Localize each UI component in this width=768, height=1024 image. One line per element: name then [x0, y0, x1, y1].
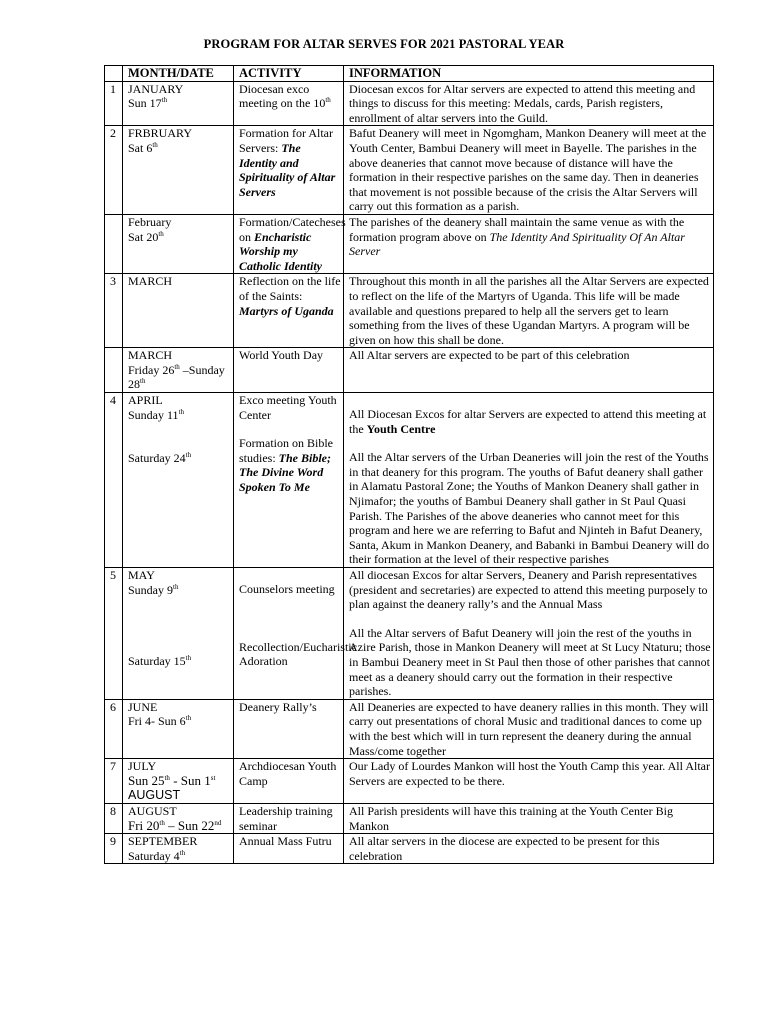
row-date: February Sat 20th: [123, 214, 234, 273]
row-number: 7: [105, 759, 123, 804]
row-activity: Annual Mass Futru: [234, 834, 344, 864]
header-no: [105, 66, 123, 82]
row-date: SEPTEMBER Saturday 4th: [123, 834, 234, 864]
row-number: 9: [105, 834, 123, 864]
table-row: [105, 568, 714, 700]
row-date: APRIL Sunday 11th Saturday 24th: [123, 393, 234, 568]
row-number: 8: [105, 803, 123, 833]
row-information: Bafut Deanery will meet in Ngomgham, Mankon Deanery will meet at the Youth Center, Bambui Deanery will meet in Bayelle. The parishes in the above deaneries that cannot move because of distance will have the formation in their respective parishes on the same day. Then in deaneries that movement is not possible because of the crisis the Altar Servers will carry out this formation as a parish.: [344, 126, 714, 215]
row-information: All Deaneries are expected to have deanery rallies in this month. They will carry out presentations of choral Music and traditional dances to come up with the best which will in turn represent the deanery during the annual Mass/come together: [344, 699, 714, 758]
table-row: [105, 274, 714, 348]
row-information: All Diocesan Excos for altar Servers are expected to attend this meeting at the Youth Centre All the Altar servers of the Urban Deaneries will join the rest of the Youths in that deanery for this program. The youths of Bafut deanery shall gather in Alamatu Pastoral Zone; the Youths of Mankon Deanery shall gather in Njimafor; the youths of Bambui Deanery shall gather in St Paul Quasi Parish. The Parishes of the above deaneries who cannot meet for this program and here we are referring to Bafut and Njinteh in Bafut Deanery, Santa, Akum in Mankon Deanery, and Babanki in Bambui Deanery will do their formation at the level of their respective parishes: [344, 393, 714, 568]
row-date: FRBRUARY Sat 6th: [123, 126, 234, 215]
row-number: 5: [105, 568, 123, 700]
row-activity: Exco meeting Youth Center Formation on Bible studies: The Bible; The Divine Word Spoken To Me: [234, 393, 344, 568]
header-date: MONTH/DATE: [123, 66, 234, 82]
row-date: JANUARY Sun 17th: [123, 81, 234, 126]
row-number: 2: [105, 126, 123, 215]
table-row: [105, 759, 714, 804]
row-activity: World Youth Day: [234, 348, 344, 393]
row-date: JUNE Fri 4- Sun 6th: [123, 699, 234, 758]
program-table: [104, 65, 714, 864]
header-activity: ACTIVITY: [234, 66, 344, 82]
row-number: [105, 348, 123, 393]
table-row: [105, 393, 714, 568]
row-activity: Reflection on the life of the Saints: Martyrs of Uganda: [234, 274, 344, 348]
row-information: All Parish presidents will have this training at the Youth Center Big Mankon: [344, 803, 714, 833]
row-information: Diocesan excos for Altar servers are expected to attend this meeting and things to discuss for this meeting: Medals, cards, Parish registers, enrollment of altar servers into the Guild.: [344, 81, 714, 126]
row-date: MARCH: [123, 274, 234, 348]
table-row: [105, 214, 714, 273]
row-number: [105, 214, 123, 273]
row-activity: Archdiocesan Youth Camp: [234, 759, 344, 804]
row-activity: Deanery Rally’s: [234, 699, 344, 758]
row-information: Throughout this month in all the parishes all the Altar Servers are expected to reflect on the life of the Martyrs of Uganda. This life will be made available and questions prepared to help all the servers get to learn something from the lives of these Ugandan Martyrs. A program will be given on how this shall be done.: [344, 274, 714, 348]
row-number: 4: [105, 393, 123, 568]
row-activity: Diocesan exco meeting on the 10th: [234, 81, 344, 126]
table-row: [105, 803, 714, 833]
header-information: INFORMATION: [344, 66, 714, 82]
row-activity: Formation for Altar Servers: The Identity and Spirituality of Altar Servers: [234, 126, 344, 215]
row-activity: Formation/Catecheses on Encharistic Worship my Catholic Identity: [234, 214, 344, 273]
row-information: All altar servers in the diocese are expected to be present for this celebration: [344, 834, 714, 864]
row-information: The parishes of the deanery shall maintain the same venue as with the formation program above on The Identity And Spirituality Of An Altar Server: [344, 214, 714, 273]
row-information: All Altar servers are expected to be part of this celebration: [344, 348, 714, 393]
row-date: MARCH Friday 26th –Sunday 28th: [123, 348, 234, 393]
table-row: [105, 81, 714, 126]
table-header-row: [105, 66, 714, 82]
row-number: 6: [105, 699, 123, 758]
table-row: [105, 699, 714, 758]
row-information: All diocesan Excos for altar Servers, Deanery and Parish representatives (president and secretaries) are expected to attend this meeting purposely to plan against the deanery rally’s and the Annual Mass All the Altar servers of Bafut Deanery will join the rest of the youths in Azire Parish, those in Mankon Deanery will meet at St Lucy Ntaturu; those in Bambui Deanery meet in St Paul then those of other parishes that cannot meet as a deanery should carry out the formation in their respective parishes.: [344, 568, 714, 700]
table-row: [105, 126, 714, 215]
row-number: 3: [105, 274, 123, 348]
row-activity: Counselors meeting Recollection/Eucharistic Adoration: [234, 568, 344, 700]
row-information: Our Lady of Lourdes Mankon will host the Youth Camp this year. All Altar Servers are expected to be there.: [344, 759, 714, 804]
row-date: MAY Sunday 9th Saturday 15th: [123, 568, 234, 700]
table-row: [105, 348, 714, 393]
table-row: [105, 834, 714, 864]
row-number: 1: [105, 81, 123, 126]
row-activity: Leadership training seminar: [234, 803, 344, 833]
row-date: JULY Sun 25th - Sun 1st AUGUST: [123, 759, 234, 804]
document-title: PROGRAM FOR ALTAR SERVES FOR 2021 PASTORAL YEAR: [203, 37, 565, 51]
row-date: AUGUST Fri 20th – Sun 22nd: [123, 803, 234, 833]
